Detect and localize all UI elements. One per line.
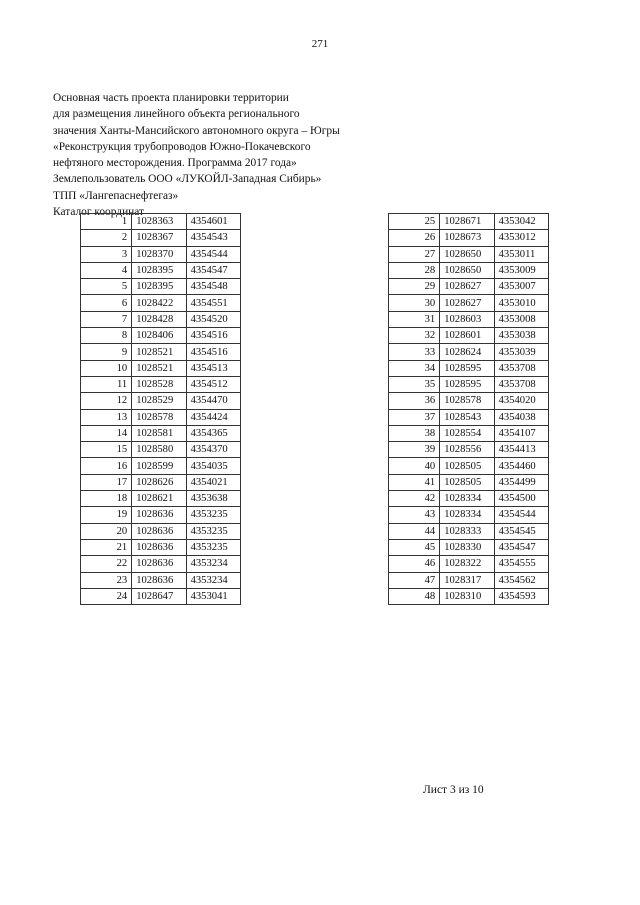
table-row	[81, 458, 241, 474]
y-coordinate-cell: 4354035	[186, 458, 240, 474]
x-coordinate-cell: 1028636	[132, 523, 186, 539]
y-coordinate-cell: 4354551	[186, 295, 240, 311]
point-number-cell: 31	[389, 311, 440, 327]
y-coordinate-cell: 4354520	[186, 311, 240, 327]
x-coordinate-cell: 1028428	[132, 311, 186, 327]
x-coordinate-cell: 1028578	[132, 409, 186, 425]
point-number-cell: 37	[389, 409, 440, 425]
y-coordinate-cell: 4354460	[494, 458, 548, 474]
table-row	[81, 230, 241, 246]
y-coordinate-cell: 4353235	[186, 523, 240, 539]
x-coordinate-cell: 1028581	[132, 425, 186, 441]
y-coordinate-cell: 4354516	[186, 344, 240, 360]
x-coordinate-cell: 1028333	[440, 523, 494, 539]
table-row	[389, 295, 549, 311]
x-coordinate-cell: 1028636	[132, 539, 186, 555]
point-number-cell: 11	[81, 376, 132, 392]
y-coordinate-cell: 4353708	[494, 360, 548, 376]
point-number-cell: 24	[81, 588, 132, 604]
x-coordinate-cell: 1028595	[440, 360, 494, 376]
point-number-cell: 3	[81, 246, 132, 262]
x-coordinate-cell: 1028624	[440, 344, 494, 360]
y-coordinate-cell: 4354365	[186, 425, 240, 441]
header-line: нефтяного месторождения. Программа 2017 года»	[53, 157, 297, 170]
point-number-cell: 4	[81, 262, 132, 278]
y-coordinate-cell: 4354545	[494, 523, 548, 539]
header-line: Землепользователь ООО «ЛУКОЙЛ-Западная Сибирь»	[53, 173, 322, 186]
x-coordinate-cell: 1028636	[132, 507, 186, 523]
table-row	[389, 311, 549, 327]
point-number-cell: 21	[81, 539, 132, 555]
y-coordinate-cell: 4354555	[494, 556, 548, 572]
point-number-cell: 27	[389, 246, 440, 262]
page-number: 271	[311, 38, 329, 50]
table-row	[389, 588, 549, 604]
table-row	[389, 523, 549, 539]
x-coordinate-cell: 1028650	[440, 246, 494, 262]
x-coordinate-cell: 1028363	[132, 214, 186, 230]
x-coordinate-cell: 1028521	[132, 360, 186, 376]
point-number-cell: 48	[389, 588, 440, 604]
point-number-cell: 39	[389, 442, 440, 458]
table-row	[389, 376, 549, 392]
table-row	[389, 474, 549, 490]
x-coordinate-cell: 1028636	[132, 556, 186, 572]
y-coordinate-cell: 4354516	[186, 328, 240, 344]
table-row	[389, 409, 549, 425]
coordinates-table-right-body	[389, 214, 549, 605]
y-coordinate-cell: 4353010	[494, 295, 548, 311]
table-row	[81, 393, 241, 409]
point-number-cell: 7	[81, 311, 132, 327]
x-coordinate-cell: 1028627	[440, 295, 494, 311]
sheet-label: Лист 3 из 10	[423, 784, 484, 796]
point-number-cell: 18	[81, 491, 132, 507]
header-line: Основная часть проекта планировки территории	[53, 92, 289, 104]
x-coordinate-cell: 1028543	[440, 409, 494, 425]
table-row	[81, 214, 241, 230]
table-row	[389, 425, 549, 441]
x-coordinate-cell: 1028673	[440, 230, 494, 246]
y-coordinate-cell: 4354601	[186, 214, 240, 230]
x-coordinate-cell: 1028395	[132, 262, 186, 278]
point-number-cell: 33	[389, 344, 440, 360]
y-coordinate-cell: 4353235	[186, 539, 240, 555]
point-number-cell: 47	[389, 572, 440, 588]
x-coordinate-cell: 1028317	[440, 572, 494, 588]
x-coordinate-cell: 1028505	[440, 474, 494, 490]
point-number-cell: 6	[81, 295, 132, 311]
point-number-cell: 45	[389, 539, 440, 555]
table-row	[389, 279, 549, 295]
point-number-cell: 38	[389, 425, 440, 441]
table-row	[389, 360, 549, 376]
y-coordinate-cell: 4353042	[494, 214, 548, 230]
x-coordinate-cell: 1028636	[132, 572, 186, 588]
table-row	[389, 214, 549, 230]
x-coordinate-cell: 1028595	[440, 376, 494, 392]
point-number-cell: 2	[81, 230, 132, 246]
y-coordinate-cell: 4353708	[494, 376, 548, 392]
point-number-cell: 22	[81, 556, 132, 572]
table-row	[389, 507, 549, 523]
point-number-cell: 1	[81, 214, 132, 230]
header-line: для размещения линейного объекта регионального	[53, 108, 300, 121]
y-coordinate-cell: 4353011	[494, 246, 548, 262]
table-row	[81, 344, 241, 360]
x-coordinate-cell: 1028330	[440, 539, 494, 555]
table-row	[81, 491, 241, 507]
point-number-cell: 26	[389, 230, 440, 246]
table-row	[81, 376, 241, 392]
point-number-cell: 15	[81, 442, 132, 458]
table-row	[81, 409, 241, 425]
table-row	[389, 458, 549, 474]
x-coordinate-cell: 1028601	[440, 328, 494, 344]
table-row	[81, 588, 241, 604]
y-coordinate-cell: 4353235	[186, 507, 240, 523]
table-row	[81, 328, 241, 344]
y-coordinate-cell: 4353638	[186, 491, 240, 507]
table-row	[81, 442, 241, 458]
x-coordinate-cell: 1028505	[440, 458, 494, 474]
y-coordinate-cell: 4354107	[494, 425, 548, 441]
x-coordinate-cell: 1028406	[132, 328, 186, 344]
x-coordinate-cell: 1028556	[440, 442, 494, 458]
table-row	[81, 246, 241, 262]
table-row	[389, 328, 549, 344]
y-coordinate-cell: 4353009	[494, 262, 548, 278]
catalog-title: Каталог координат	[53, 206, 144, 219]
point-number-cell: 42	[389, 491, 440, 507]
x-coordinate-cell: 1028599	[132, 458, 186, 474]
y-coordinate-cell: 4354547	[494, 539, 548, 555]
table-row	[389, 262, 549, 278]
x-coordinate-cell: 1028647	[132, 588, 186, 604]
x-coordinate-cell: 1028310	[440, 588, 494, 604]
header-line: ТПП «Лангепаснефтегаз»	[53, 189, 179, 202]
table-row	[389, 442, 549, 458]
y-coordinate-cell: 4354370	[186, 442, 240, 458]
table-row	[389, 246, 549, 262]
table-row	[81, 311, 241, 327]
x-coordinate-cell: 1028322	[440, 556, 494, 572]
x-coordinate-cell: 1028650	[440, 262, 494, 278]
x-coordinate-cell: 1028671	[440, 214, 494, 230]
y-coordinate-cell: 4353234	[186, 572, 240, 588]
y-coordinate-cell: 4354500	[494, 491, 548, 507]
y-coordinate-cell: 4354513	[186, 360, 240, 376]
table-row	[389, 230, 549, 246]
y-coordinate-cell: 4354544	[494, 507, 548, 523]
y-coordinate-cell: 4354544	[186, 246, 240, 262]
y-coordinate-cell: 4354543	[186, 230, 240, 246]
document-header	[53, 90, 340, 220]
point-number-cell: 8	[81, 328, 132, 344]
y-coordinate-cell: 4354562	[494, 572, 548, 588]
point-number-cell: 5	[81, 279, 132, 295]
y-coordinate-cell: 4354020	[494, 393, 548, 409]
point-number-cell: 43	[389, 507, 440, 523]
x-coordinate-cell: 1028626	[132, 474, 186, 490]
y-coordinate-cell: 4354499	[494, 474, 548, 490]
table-row	[81, 474, 241, 490]
y-coordinate-cell: 4353234	[186, 556, 240, 572]
x-coordinate-cell: 1028334	[440, 507, 494, 523]
table-row	[389, 491, 549, 507]
x-coordinate-cell: 1028603	[440, 311, 494, 327]
point-number-cell: 29	[389, 279, 440, 295]
coordinates-table-right	[388, 213, 549, 605]
table-row	[81, 295, 241, 311]
table-row	[81, 572, 241, 588]
table-row	[81, 523, 241, 539]
y-coordinate-cell: 4354547	[186, 262, 240, 278]
y-coordinate-cell: 4354593	[494, 588, 548, 604]
y-coordinate-cell: 4354038	[494, 409, 548, 425]
x-coordinate-cell: 1028621	[132, 491, 186, 507]
point-number-cell: 44	[389, 523, 440, 539]
x-coordinate-cell: 1028580	[132, 442, 186, 458]
x-coordinate-cell: 1028528	[132, 376, 186, 392]
point-number-cell: 23	[81, 572, 132, 588]
table-row	[389, 393, 549, 409]
point-number-cell: 32	[389, 328, 440, 344]
table-row	[81, 262, 241, 278]
x-coordinate-cell: 1028578	[440, 393, 494, 409]
table-row	[389, 572, 549, 588]
x-coordinate-cell: 1028334	[440, 491, 494, 507]
point-number-cell: 9	[81, 344, 132, 360]
y-coordinate-cell: 4353039	[494, 344, 548, 360]
point-number-cell: 20	[81, 523, 132, 539]
point-number-cell: 14	[81, 425, 132, 441]
y-coordinate-cell: 4354021	[186, 474, 240, 490]
y-coordinate-cell: 4353038	[494, 328, 548, 344]
table-row	[81, 425, 241, 441]
point-number-cell: 25	[389, 214, 440, 230]
y-coordinate-cell: 4354413	[494, 442, 548, 458]
table-row	[81, 507, 241, 523]
point-number-cell: 12	[81, 393, 132, 409]
point-number-cell: 35	[389, 376, 440, 392]
point-number-cell: 40	[389, 458, 440, 474]
x-coordinate-cell: 1028395	[132, 279, 186, 295]
header-line: «Реконструкция трубопроводов Южно-Покачевского	[53, 140, 311, 153]
x-coordinate-cell: 1028422	[132, 295, 186, 311]
x-coordinate-cell: 1028627	[440, 279, 494, 295]
x-coordinate-cell: 1028367	[132, 230, 186, 246]
x-coordinate-cell: 1028370	[132, 246, 186, 262]
point-number-cell: 13	[81, 409, 132, 425]
coordinates-table-left-body	[81, 214, 241, 605]
y-coordinate-cell: 4353007	[494, 279, 548, 295]
header-line: значения Ханты-Мансийского автономного округа – Югры	[53, 124, 340, 137]
table-row	[81, 556, 241, 572]
x-coordinate-cell: 1028521	[132, 344, 186, 360]
point-number-cell: 28	[389, 262, 440, 278]
point-number-cell: 30	[389, 295, 440, 311]
table-row	[81, 360, 241, 376]
point-number-cell: 10	[81, 360, 132, 376]
table-row	[389, 344, 549, 360]
y-coordinate-cell: 4353041	[186, 588, 240, 604]
y-coordinate-cell: 4354470	[186, 393, 240, 409]
point-number-cell: 36	[389, 393, 440, 409]
table-row	[81, 279, 241, 295]
y-coordinate-cell: 4353008	[494, 311, 548, 327]
x-coordinate-cell: 1028529	[132, 393, 186, 409]
y-coordinate-cell: 4354512	[186, 376, 240, 392]
y-coordinate-cell: 4353012	[494, 230, 548, 246]
point-number-cell: 34	[389, 360, 440, 376]
point-number-cell: 46	[389, 556, 440, 572]
y-coordinate-cell: 4354424	[186, 409, 240, 425]
x-coordinate-cell: 1028554	[440, 425, 494, 441]
table-row	[389, 539, 549, 555]
table-row	[81, 539, 241, 555]
coordinates-table-left	[80, 213, 241, 605]
point-number-cell: 19	[81, 507, 132, 523]
point-number-cell: 16	[81, 458, 132, 474]
point-number-cell: 41	[389, 474, 440, 490]
table-row	[389, 556, 549, 572]
y-coordinate-cell: 4354548	[186, 279, 240, 295]
point-number-cell: 17	[81, 474, 132, 490]
